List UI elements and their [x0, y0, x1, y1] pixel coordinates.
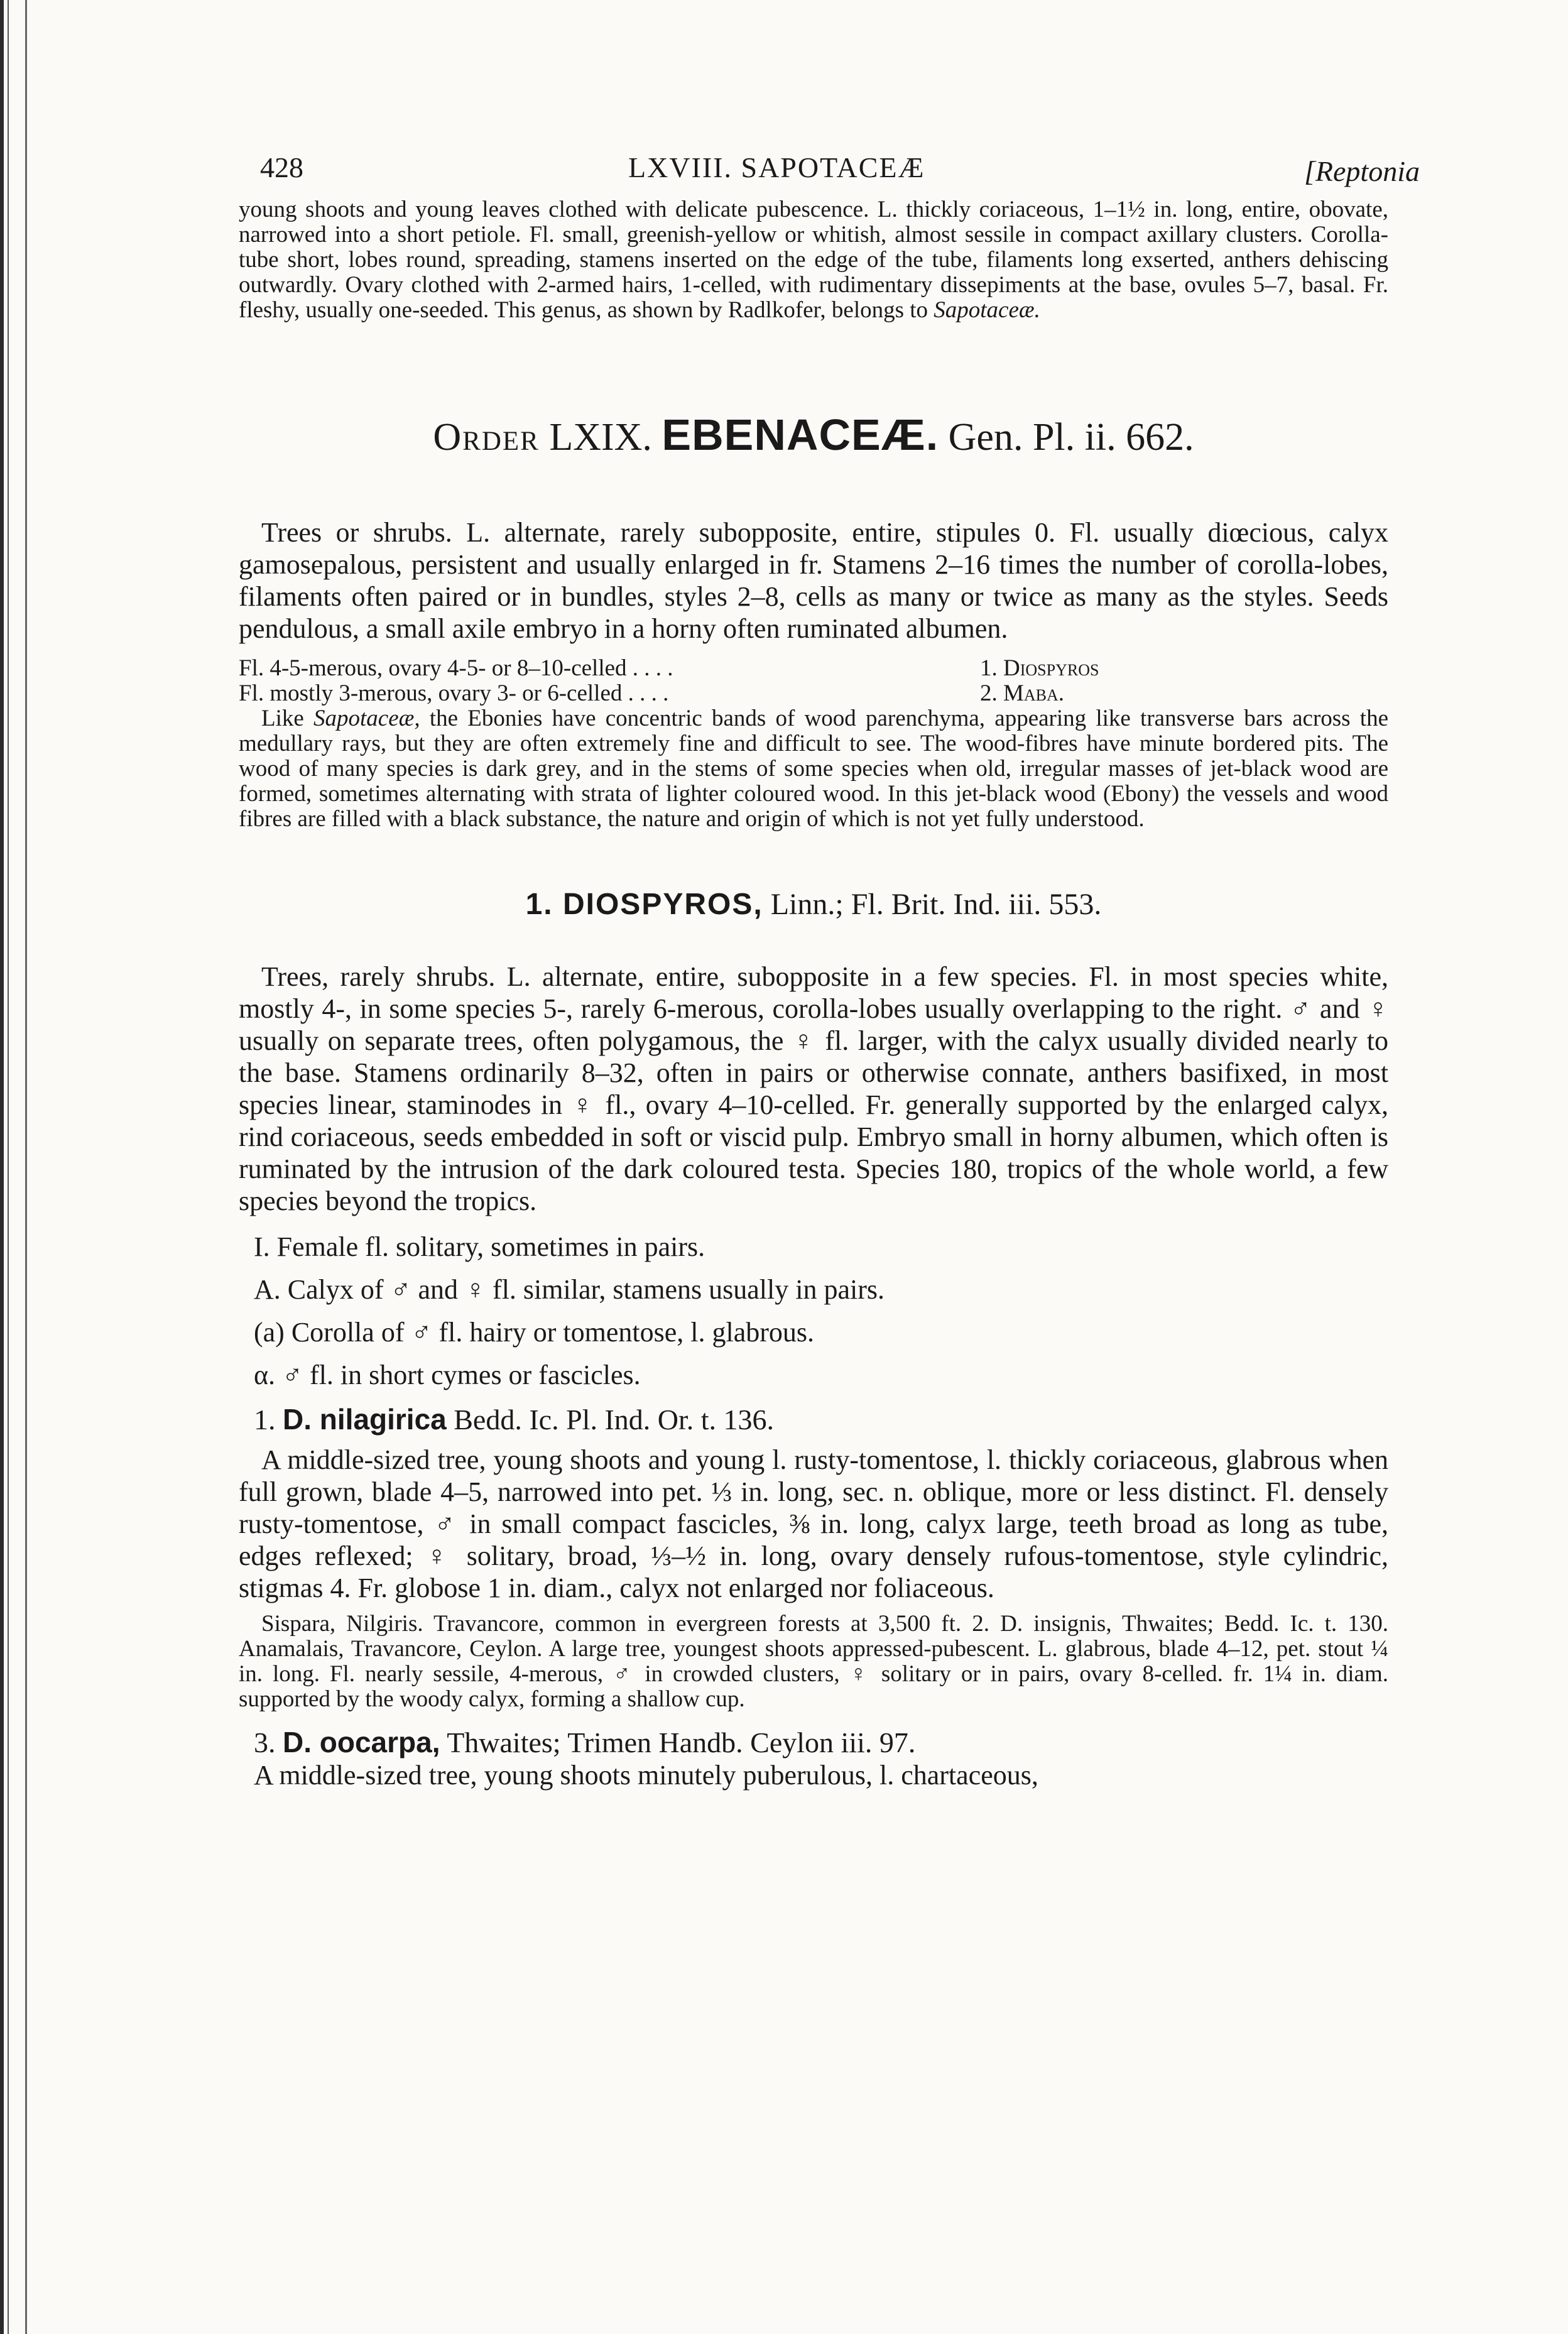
key-lead: Fl. mostly 3-merous, ovary 3- or 6-celled . . . .: [239, 680, 669, 706]
species-heading: [239, 1403, 1388, 1436]
species-description: A middle-sized tree, young shoots minutely puberulous, l. chartaceous,: [254, 1760, 1038, 1791]
book-spine-shadow: [0, 0, 13, 2334]
page-number: 428: [260, 151, 303, 183]
species-heading: [239, 1726, 1388, 1759]
genus-reference: Linn.; Fl. Brit. Ind. iii. 553.: [770, 888, 1102, 921]
order-heading: [239, 410, 1388, 460]
order-numeral: LXIX.: [549, 416, 652, 459]
subdivision-line: (a) Corolla of ♂ fl. hairy or tomentose, l. glabrous.: [254, 1317, 815, 1348]
species-reference: Thwaites; Trimen Handb. Ceylon iii. 97.: [447, 1726, 916, 1759]
species-text: Thwaites; Bedd. Ic. t. 130. Anamalais, Travancore, Ceylon. A large tree, youngest shoots appressed-pubescent. L. glabrous, blade 4–12, pet. stout ¼ in. long. Fl. nearly sessile, 4-merous, ♂ in crowded clusters, ♀ solitary or in pairs, ovary 8-celled. fr. 1¼ in. diam. supported by the woody calyx, forming a shallow cup.: [239, 1611, 1389, 1712]
subdivision-line: A. Calyx of ♂ and ♀ fl. similar, stamens usually in pairs.: [254, 1274, 885, 1305]
running-title: LXVIII. SAPOTACEÆ: [628, 151, 925, 183]
order-name: EBENACEÆ.: [662, 410, 939, 459]
key-row: [239, 681, 1388, 706]
wood-note-rest: the Ebonies have concentric bands of wood parenchyma, appearing like transverse bars across the medullary rays, but they are often extremely fine and difficult to see. The wood-fibres have minute bordered pits. The wood of many species is dark grey, and in the stems of some species when old, irregular masses of jet-black wood are formed, sometimes alternating with strata of lighter coloured wood. In this jet-black wood (Ebony) the vessels and wood fibres are filled with a black substance, the nature and origin of which is not yet fully understood.: [239, 706, 1388, 832]
reptonia-continuation: [239, 197, 1388, 323]
species-notes: [239, 1611, 1388, 1712]
running-genus: [Reptonia: [1304, 155, 1420, 187]
wood-note-start: Like: [261, 706, 304, 731]
order-reference: Gen. Pl. ii. 662.: [948, 416, 1194, 459]
species-number: 1.: [254, 1404, 276, 1436]
species-name: D. insignis,: [1000, 1611, 1112, 1637]
species-reference: Bedd. Ic. Pl. Ind. Or. t. 136.: [454, 1404, 775, 1436]
wood-note-family: Sapotaceæ,: [313, 706, 420, 731]
subdivision-line: α. ♂ fl. in short cymes or fascicles.: [254, 1360, 641, 1390]
species-locality: Sispara, Nilgiris. Travancore, common in evergreen forests at 3,500 ft.: [261, 1611, 962, 1637]
genus-name: 1. DIOSPYROS,: [525, 888, 763, 921]
reptonia-text: young shoots and young leaves clothed with delicate pubescence. L. thickly coriaceous, 1–1½ in. long, entire, obovate, narrowed into a short petiole. Fl. small, greenish-yellow or whitish, almost sessile in compact axillary clusters. Corolla-tube short, lobes round, spreading, stamens inserted on the edge of the tube, filaments long exserted, anthers dehiscing outwardly. Ovary clothed with 2-armed hairs, 1-celled, with rudimentary dissepiments at the base, ovules 5–7, basal. Fr. fleshy, usually one-seeded. This genus, as shown by Radlkofer, belongs to: [239, 197, 1388, 323]
subdivision-line: I. Female fl. solitary, sometimes in pairs.: [254, 1231, 705, 1262]
running-header: [239, 151, 1420, 195]
key-lead: Fl. 4-5-merous, ovary 4-5- or 8–10-celled . . . .: [239, 655, 673, 681]
book-spine-line: [25, 0, 27, 2334]
species-number: 2.: [972, 1611, 989, 1637]
order-prefix: Order: [433, 416, 540, 459]
key-result: 1. Diospyros: [980, 655, 1099, 681]
species-number: 3.: [254, 1726, 276, 1759]
species-description: A middle-sized tree, young shoots and young l. rusty-tomentose, l. thickly coriaceous, glabrous when full grown, blade 4–5, narrowed into pet. ⅓ in. long, sec. n. oblique, more or less distinct. Fl. densely rusty-tomentose, ♂ in small compact fascicles, ⅜ in. long, calyx large, teeth broad as long as tube, edges reflexed; ♀ solitary, broad, ⅓–½ in. long, ovary densely rufous-tomentose, style cylindric, stigmas 4. Fr. globose 1 in. diam., calyx not enlarged nor foliaceous.: [239, 1444, 1388, 1603]
genus-heading: [239, 887, 1388, 922]
species-name: D. nilagirica: [283, 1403, 447, 1436]
reptonia-family: Sapotaceæ.: [934, 297, 1040, 323]
key-row: [239, 656, 1388, 681]
page: [239, 151, 1420, 1791]
wood-anatomy-note: [239, 706, 1388, 832]
order-description: Trees or shrubs. L. alternate, rarely subopposite, entire, stipules 0. Fl. usually diœcious, calyx gamosepalous, persistent and usually enlarged in fr. Stamens 2–16 times the number of corolla-lobes, filaments often paired or in bundles, styles 2–8, cells as many or twice as many as the styles. Seeds pendulous, a small axile embryo in a horny often ruminated albumen.: [239, 517, 1388, 644]
genus-description: Trees, rarely shrubs. L. alternate, entire, subopposite in a few species. Fl. in most species white, mostly 4-, in some species 5-, rarely 6-merous, corolla-lobes usually overlapping to the right. ♂ and ♀ usually on separate trees, often polygamous, the ♀ fl. larger, with the calyx usually divided nearly to the base. Stamens ordinarily 8–32, often in pairs or otherwise connate, anthers basifixed, in most species linear, staminodes in ♀ fl., ovary 4–10-celled. Fr. generally supported by the enlarged calyx, rind coriaceous, seeds embedded in soft or viscid pulp. Embryo small in horny albumen, which often is ruminated by the intrusion of the dark coloured testa. Species 180, tropics of the whole world, a few species beyond the tropics.: [239, 961, 1388, 1216]
genus-key: [239, 656, 1388, 706]
species-name: D. oocarpa,: [283, 1726, 440, 1759]
key-result: 2. Maba.: [980, 680, 1065, 706]
